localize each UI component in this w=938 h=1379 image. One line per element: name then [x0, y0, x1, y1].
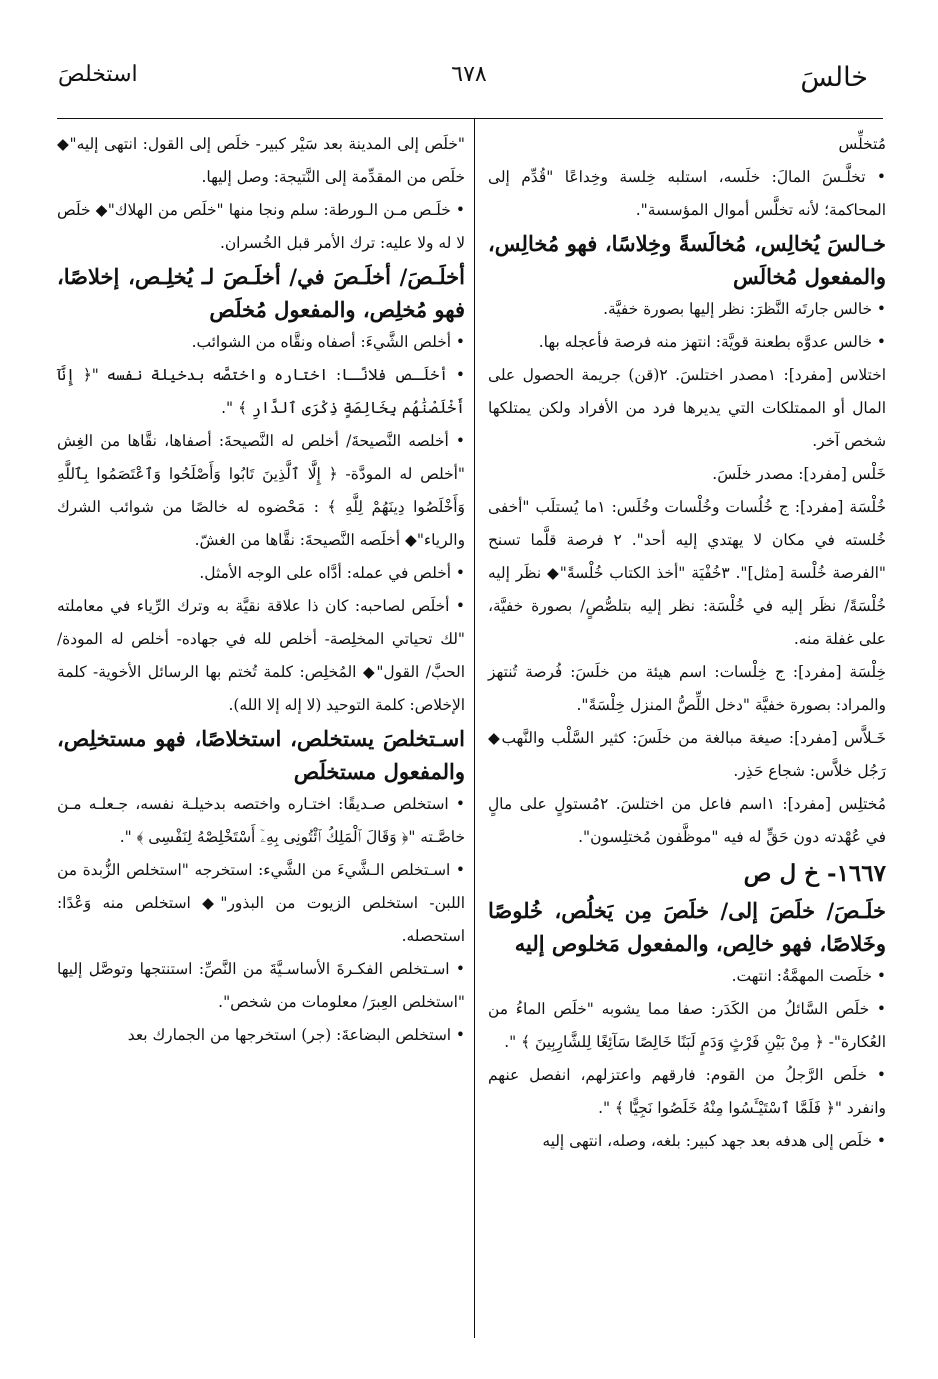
header-guide-word-right: خالسَ	[800, 62, 868, 93]
entry-paragraph: • خالس جارتَه النَّظرَ: نظر إليها بصورة خفيَّة.	[603, 300, 886, 318]
header-guide-word-left: استخلصَ	[58, 62, 138, 87]
entry-paragraph: • خالس عدوَّه بطعنة قويَّة: انتهز منه فرصة فأعجله بها.	[538, 333, 886, 351]
entry-paragraph: خلَـصَ/ خلَصَ إلى/ خلَصَ مِن يَخلُص، خُلوصًا وخَلاصًا، فهو خالِص، والمفعول مَخلوص إليه	[488, 898, 886, 956]
entry-paragraph: "خلَص إلى المدينة بعد سَيْر كبير- خلَص إلى القول: انتهى إليه"◆ خلَص من المقدِّمة إلى النَّتيجة: وصل إليها.	[57, 135, 465, 186]
page-number: ٦٧٨	[451, 62, 487, 87]
entry-paragraph: • أخلصه النَّصيحةَ/ أخلص له النَّصيحةَ: أصفاها، نقَّاها من الغِش "أخلص له المودَّة- ﴿ إِلَّا ٱلَّذِينَ تَابُوا وَأَصْلَحُوا وَٱعْتَصَمُوا بِٱللَّهِ وَأَخْلَصُوا دِينَهُمْ لِلَّهِ ﴾ : مَحْضوه له خالصًا من شوائب الشرك والرياء"◆ أخلَصه النَّصيحةَ: نقَّاها من الغشّ.	[57, 432, 465, 549]
entry-paragraph: خـالسَ يُخالِس، مُخالَسةً وخِلاسًا، فهو مُخالِس، والمفعول مُخالَس	[488, 231, 886, 289]
entry-paragraph: مُتخلِّس	[838, 135, 886, 153]
entry-paragraph: • اسـتخلص الـشَّيءَ من الشَّيء: استخرجه "استخلص الزُّبدة من اللبن- استخلص الزيوت من البذور"◆ استخلص منه وَعْدًا: استحصله.	[57, 861, 465, 945]
column-divider	[474, 118, 475, 1338]
entry-paragraph: مُختلِس [مفرد]: ١اسم فاعل من اختلسَ. ٢مُستولٍ على مالٍ في عُهْدته دون حَقٍّ له فيه "موظَّفون مُختلِسون".	[488, 795, 886, 846]
entry-paragraph: • خلَص إلى هدفه بعد جهد كبير: بلغه، وصله، انتهى إليه	[542, 1132, 886, 1150]
entry-paragraph: اسـتخلصَ يستخلص، استخلاصًا، فهو مستخلِص، والمفعول مستخلَص	[57, 726, 465, 784]
entry-paragraph: خِلْسَة [مفرد]: ج خِلْسات: اسم هيئة من خلَسَ: فُرصة تُنتهز والمراد: بصورة خفيَّة "دخل اللِّصُّ المنزل خِلْسَةً".	[488, 663, 886, 714]
entry-paragraph: ١٦٦٧- خ ل ص	[743, 860, 886, 887]
entry-paragraph: • استخلص صـديقًا: اختـاره واختصه بدخيلـة نفسه، جـعلـه مـن خاصَّـته "﴿ وَقَالَ ٱلْمَلِكُ ٱئْتُونِى بِهِۦٓ أَسْتَخْلِصْهُ لِنَفْسِى ﴾ ".	[57, 795, 465, 846]
entry-paragraph: اختلاس [مفرد]: ١مصدر اختلسَ. ٢(قن) جريمة الحصول على المال أو الممتلكات التي يديرها فرد من الأفراد ولكن يمتلكها شخص آخر.	[488, 366, 886, 450]
entry-paragraph: خُلْسَة [مفرد]: ج خُلُسات وخُلْسات وخُلَس: ١ما يُستلَب "أخفى خُلسته في مكان لا يهتدي إليه أحد". ٢ فرصة قلَّما تسنح "الفرصة خُلْسة [مثل]". ٣خُفْيَة "أخذ الكتاب خُلْسةً"◆ نظَر إليه خُلْسَةً/ نظَر إليه في خُلْسَة: نظر إليه بتلصُّصٍ/ بصورة خفيَّة، على غفلة منه.	[488, 498, 886, 648]
entry-paragraph: • أخلَـص فلانًـا: اختاره واختصَّه بدخيلة نفسه "﴿ إِنَّآ أَخْلَصْنَٰهُم بِخَالِصَةٍ ذِكْرَى ٱلدَّارِ ﴾ ".	[57, 366, 465, 417]
entry-paragraph: • أخلَص لصاحبه: كان ذا علاقة نقيَّة به وترك الرِّياء في معاملته "لك تحياتي المخلِصة- أخلص لله في جهاده- أخلص له المودة/ الحبَّ/ القول"◆ المُخلِص: كلمة تُختم بها الرسائل الأخوية- كلمة الإخلاص: كلمة التوحيد (لا إله إلا الله).	[57, 597, 465, 714]
entry-paragraph: أخلَـصَ/ أخلَـصَ في/ أخلَـصَ لـ يُخلِـص، إخلاصًا، فهو مُخلِص، والمفعول مُخلَص	[57, 264, 465, 322]
entry-paragraph: • تخلَّـسَ المالَ: خلَسه، استلبه خِلسة وخِداعًا "قُدِّم إلى المحاكمة؛ لأنه تخلَّس أموال المؤسسة".	[488, 168, 886, 219]
header-rule	[57, 118, 883, 119]
entry-paragraph: • أخلص في عمله: أدَّاه على الوجه الأمثل.	[199, 564, 465, 582]
entry-paragraph: • استخلص البضاعةَ: (جر) استخرجها من الجمارك بعد	[127, 1026, 465, 1044]
entry-paragraph: خَلْس [مفرد]: مصدر خلَسَ.	[712, 465, 886, 483]
entry-paragraph: • أخلص الشَّيءَ: أصفاه ونقَّاه من الشوائب.	[191, 333, 465, 351]
entry-paragraph: • اسـتخلص الفكـرةَ الأساسـيَّةَ من النَّصِّ: استنتجها وتوصَّل إليها "استخلص العِبرَ/ معلومات من شخص".	[57, 960, 465, 1011]
right-column	[488, 128, 886, 1158]
entry-paragraph: خَـلاَّس [مفرد]: صيغة مبالغة من خلَسَ: كثير السَّلْب والنَّهب◆ رَجُل خلاَّس: شجاع حَذِر.	[488, 729, 886, 780]
entry-paragraph: • خلَص الرَّجلُ من القوم: فارقهم واعتزلهم، انفصل عنهم وانفرد "﴿ فَلَمَّا ٱسْتَيْـَٔسُوا مِنْهُ خَلَصُوا نَجِيًّا ﴾ ".	[488, 1066, 886, 1117]
left-column	[57, 128, 465, 1052]
entry-paragraph: • خلَصت المهمَّةُ: انتهت.	[731, 967, 886, 985]
entry-paragraph: • خلَص السَّائلُ من الكَدَر: صفا مما يشوبه "خلَص الماءُ من العُكارة"- ﴿ مِنْ بَيْنِ فَرْثٍ وَدَمٍ لَبَنًا خَالِصًا سَآئِغًا لِلشَّارِبِينَ ﴾ ".	[488, 1000, 886, 1051]
entry-paragraph: • خلَـص مـن الـورطة: سلم ونجا منها "خلَص من الهلاك"◆ خلَص لا له ولا عليه: ترك الأمر قبل الخُسران.	[57, 201, 465, 252]
